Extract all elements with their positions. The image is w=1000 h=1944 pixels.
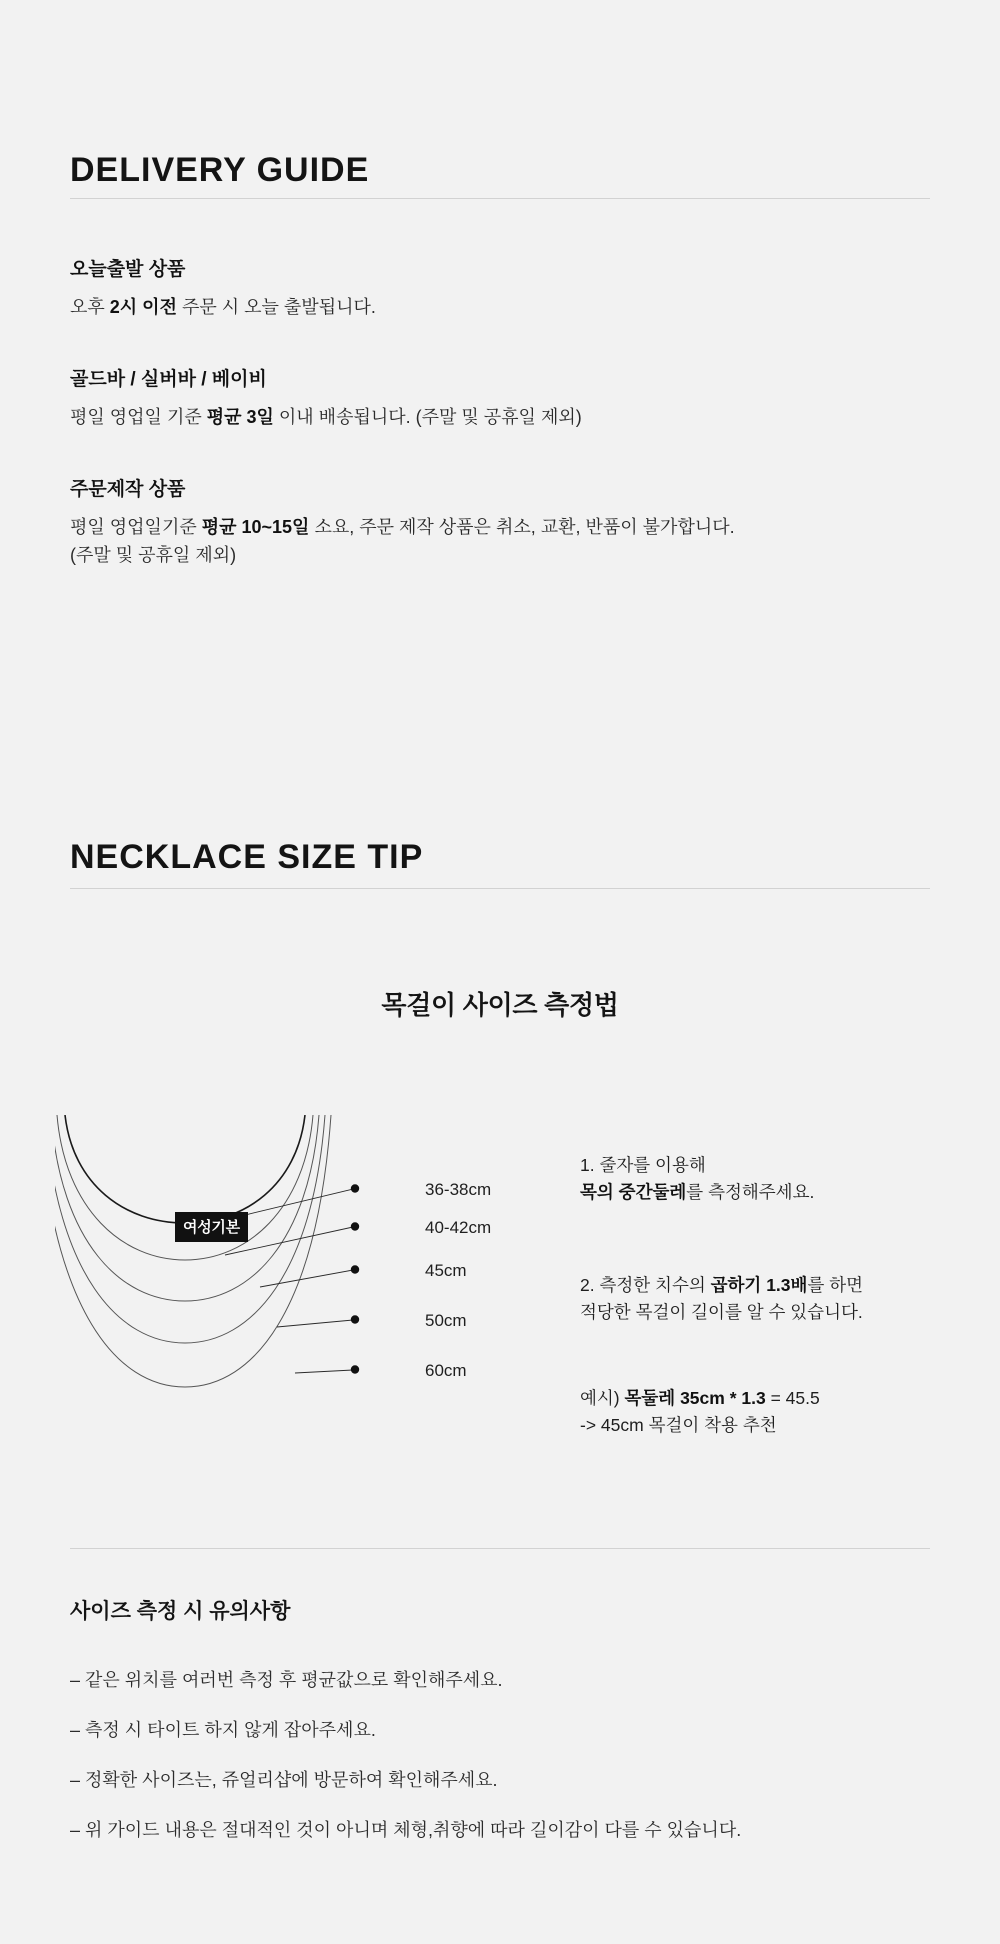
leader-dot-36-38 bbox=[351, 1184, 359, 1192]
delivery-body-bold: 평균 3일 bbox=[206, 407, 274, 427]
leader-line-50 bbox=[277, 1320, 353, 1327]
length-label-45: 45cm bbox=[425, 1261, 467, 1280]
delivery-body-bold: 평균 10~15일 bbox=[201, 517, 310, 537]
divider bbox=[70, 198, 930, 199]
leader-line-36-38 bbox=[245, 1189, 353, 1215]
delivery-guide-title: DELIVERY GUIDE bbox=[70, 150, 370, 189]
delivery-block-today bbox=[70, 254, 930, 322]
step1-line2 bbox=[580, 1179, 940, 1206]
leader-dot-60 bbox=[351, 1365, 359, 1373]
women-standard-badge: 여성기본 bbox=[175, 1212, 248, 1242]
delivery-block-bars bbox=[70, 364, 930, 432]
delivery-body-pre: 평일 영업일 기준 bbox=[70, 407, 207, 427]
example-line1-pre: 예시) bbox=[580, 1388, 625, 1408]
instruction-step-1 bbox=[580, 1152, 940, 1206]
necklace-size-tip-title: NECKLACE SIZE TIP bbox=[70, 837, 424, 876]
notice-item: – 측정 시 타이트 하지 않게 잡아주세요. bbox=[70, 1720, 376, 1740]
delivery-body-pre: 오후 bbox=[70, 297, 110, 317]
measure-method-heading: 목걸이 사이즈 측정법 bbox=[381, 990, 619, 1020]
notice-item: – 같은 위치를 여러번 측정 후 평균값으로 확인해주세요. bbox=[70, 1670, 503, 1690]
example-line1 bbox=[580, 1385, 940, 1412]
step1-line2-bold: 목의 중간둘레 bbox=[580, 1182, 687, 1203]
delivery-block-body bbox=[70, 294, 930, 322]
leader-dot-45 bbox=[351, 1265, 359, 1273]
delivery-block-heading: 오늘출발 상품 bbox=[70, 259, 186, 280]
necklace-length-diagram bbox=[55, 1115, 475, 1445]
delivery-body-pre: 평일 영업일기준 bbox=[70, 517, 202, 537]
example-line1-bold: 목둘레 35cm * 1.3 bbox=[624, 1388, 766, 1408]
divider bbox=[70, 1548, 930, 1549]
curve-45 bbox=[55, 1115, 319, 1301]
length-label-50: 50cm bbox=[425, 1311, 467, 1330]
step2-line1 bbox=[580, 1272, 940, 1299]
delivery-block-body bbox=[70, 404, 930, 432]
leader-line-45 bbox=[260, 1270, 353, 1287]
delivery-block-heading: 주문제작 상품 bbox=[70, 479, 186, 500]
example-line2: -> 45cm 목걸이 착용 추천 bbox=[580, 1415, 777, 1436]
instruction-step-2 bbox=[580, 1272, 940, 1326]
step2-line2: 적당한 목걸이 길이를 알 수 있습니다. bbox=[580, 1302, 863, 1323]
curve-36-38 bbox=[65, 1115, 305, 1223]
step2-line1-bold: 곱하기 1.3배 bbox=[710, 1275, 808, 1295]
step1-line1: 1. 줄자를 이용해 bbox=[580, 1155, 706, 1175]
delivery-body-post: 주문 시 오늘 출발됩니다. bbox=[176, 297, 376, 317]
curve-60 bbox=[55, 1115, 331, 1387]
delivery-body-post: 이내 배송됩니다. (주말 및 공휴일 제외) bbox=[273, 407, 582, 427]
instruction-example bbox=[580, 1385, 940, 1439]
delivery-body-post: 소요, 주문 제작 상품은 취소, 교환, 반품이 불가합니다. bbox=[309, 517, 735, 537]
length-label-40-42: 40-42cm bbox=[425, 1218, 492, 1237]
delivery-block-heading: 골드바 / 실버바 / 베이비 bbox=[70, 369, 267, 390]
delivery-body-line2: (주말 및 공휴일 제외) bbox=[70, 544, 237, 565]
leader-line-60 bbox=[295, 1370, 353, 1373]
notice-item: – 위 가이드 내용은 절대적인 것이 아니며 체형,취향에 따라 길이감이 다를 수 있습니다. bbox=[70, 1820, 742, 1840]
step2-line1-pre: 2. 측정한 치수의 bbox=[580, 1275, 711, 1295]
divider bbox=[70, 888, 930, 889]
delivery-block-body bbox=[70, 514, 930, 570]
step2-line1-post: 를 하면 bbox=[807, 1275, 864, 1295]
leader-dot-40-42 bbox=[351, 1222, 359, 1230]
step1-line2-post: 를 측정해주세요. bbox=[686, 1182, 815, 1203]
leader-dot-50 bbox=[351, 1315, 359, 1323]
delivery-body-bold: 2시 이전 bbox=[109, 297, 177, 317]
length-label-60: 60cm bbox=[425, 1361, 467, 1380]
notice-item: – 정확한 사이즈는, 쥬얼리샵에 방문하여 확인해주세요. bbox=[70, 1770, 498, 1790]
notice-heading: 사이즈 측정 시 유의사항 bbox=[70, 1600, 291, 1623]
example-line1-post: = 45.5 bbox=[765, 1388, 820, 1408]
delivery-block-custom bbox=[70, 474, 930, 570]
length-label-36-38: 36-38cm bbox=[425, 1180, 492, 1199]
